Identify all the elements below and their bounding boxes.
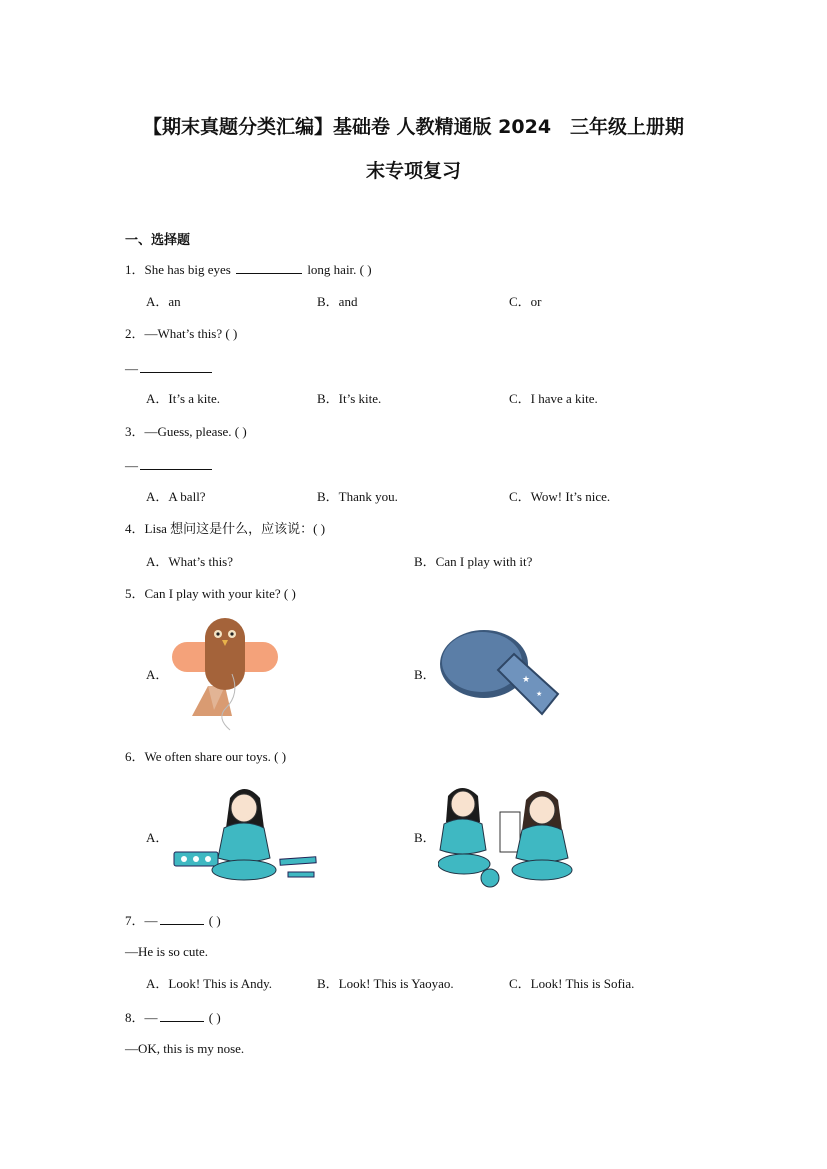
question-1 [125, 261, 372, 278]
toy-blocks [500, 812, 520, 852]
question-number: 8． [125, 1010, 145, 1025]
option-c[interactable]: C．Look! This is Sofia. [509, 976, 635, 991]
option-b[interactable]: B．Look! This is Yaoyao. [317, 976, 454, 991]
option-a[interactable]: A．What’s this? [146, 554, 234, 569]
girl-one-shirt [440, 819, 486, 854]
option-b[interactable]: B．Can I play with it? [414, 554, 533, 569]
question-number: 4． [125, 521, 145, 536]
question-dash: — [144, 913, 158, 928]
answer-blank[interactable] [236, 261, 302, 274]
question-bracket: ( ) [208, 1010, 221, 1025]
question-5 [125, 586, 296, 602]
question-4 [125, 521, 325, 537]
option-b[interactable]: B． [414, 830, 436, 845]
question-2 [125, 326, 237, 342]
question-text: She has big eyes [144, 262, 231, 277]
svg-text:★: ★ [536, 690, 543, 698]
kite-body [205, 618, 245, 690]
girl-one-face [451, 791, 475, 817]
girl-face [231, 794, 257, 822]
question-number: 6． [125, 749, 145, 764]
answer-blank[interactable] [140, 360, 212, 373]
question-text: —What’s this? ( ) [144, 326, 238, 341]
question-text: Lisa 想问这是什么，应该说：( ) [144, 521, 326, 536]
question-number: 3． [125, 424, 145, 439]
question-8 [125, 1009, 221, 1026]
question-dash: — [144, 1010, 158, 1025]
option-b[interactable]: B．and [317, 294, 358, 309]
page-title-line-1: 【期末真题分类汇编】基础卷 人教精通版 2024 三年级上册期 [142, 116, 685, 138]
girls-sharing-toys-image[interactable] [438, 782, 578, 888]
option-a[interactable]: A． [146, 830, 169, 845]
toy-ruler [280, 857, 316, 865]
question-3 [125, 424, 247, 440]
option-c[interactable]: C．Wow! It’s nice. [509, 489, 611, 504]
question-bracket: ( ) [208, 913, 221, 928]
answer-blank[interactable] [140, 457, 212, 470]
reply-dash: — [125, 458, 138, 473]
ball [481, 869, 499, 887]
reply-text: —OK, this is my nose. [125, 1041, 245, 1056]
option-b[interactable]: B． [414, 667, 436, 682]
question-text: We often share our toys. ( ) [144, 749, 287, 764]
question-number: 5． [125, 586, 145, 601]
reply-line [125, 457, 214, 474]
question-number: 7． [125, 913, 145, 928]
girl-two-shirt [516, 825, 568, 862]
reply-line [125, 360, 214, 377]
section-heading: 一、选择题 [125, 233, 191, 248]
option-c[interactable]: C．or [509, 294, 542, 309]
answer-blank[interactable] [160, 1009, 204, 1022]
page-title-line-2: 末专项复习 [365, 160, 461, 182]
question-7 [125, 912, 221, 929]
option-c[interactable]: C．I have a kite. [509, 391, 598, 406]
reply-text: —He is so cute. [125, 944, 209, 959]
answer-blank[interactable] [160, 912, 204, 925]
option-a[interactable]: A．Look! This is Andy. [146, 976, 273, 991]
option-a[interactable]: A．A ball? [146, 489, 206, 504]
reply-dash: — [125, 361, 138, 376]
kite-image[interactable] [170, 614, 280, 732]
option-a[interactable]: A． [146, 667, 169, 682]
option-a[interactable]: A．It’s a kite. [146, 391, 221, 406]
option-a[interactable]: A．an [146, 294, 181, 309]
option-b[interactable]: B．Thank you. [317, 489, 398, 504]
question-number: 2． [125, 326, 145, 341]
question-number: 1． [125, 262, 145, 277]
svg-text:★: ★ [522, 675, 531, 685]
girl-playing-alone-image[interactable] [172, 780, 318, 886]
question-text: —Guess, please. ( ) [144, 424, 247, 439]
ping-pong-paddle-image[interactable] [438, 626, 562, 720]
girl-two-face [529, 796, 555, 824]
question-6 [125, 749, 286, 765]
option-b[interactable]: B．It’s kite. [317, 391, 382, 406]
question-text-tail: long hair. ( ) [307, 262, 372, 277]
girl-shirt [218, 823, 270, 862]
question-text: Can I play with your kite? ( ) [144, 586, 296, 601]
